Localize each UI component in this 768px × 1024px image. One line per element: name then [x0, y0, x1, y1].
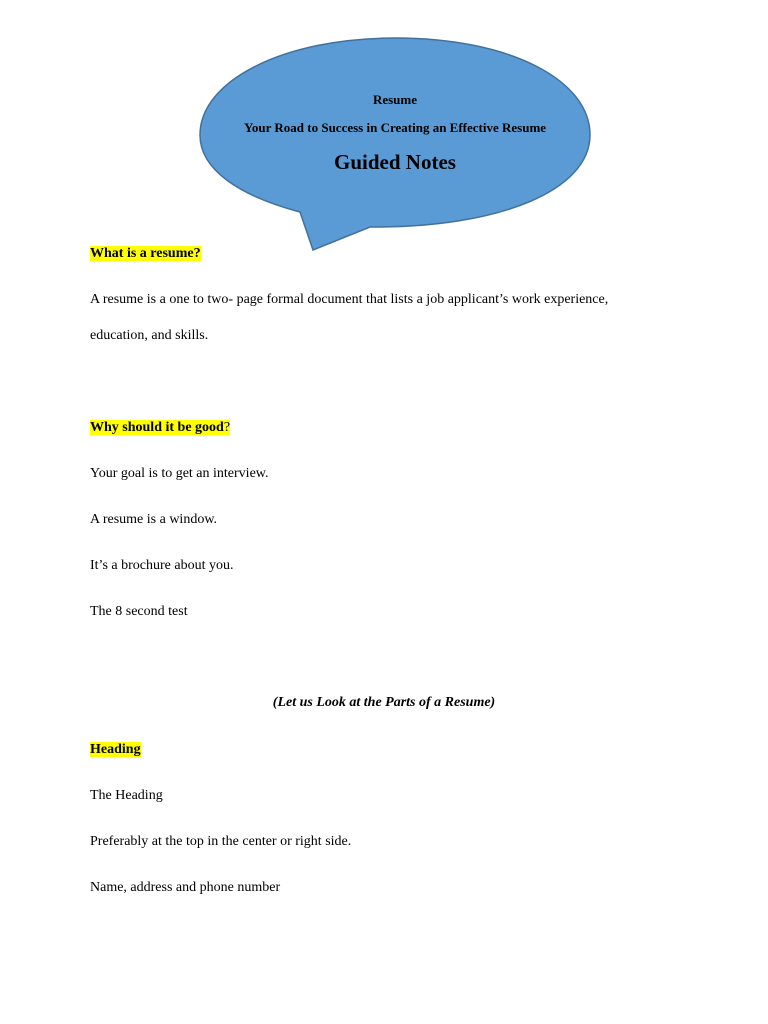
parts-note: (Let us Look at the Parts of a Resume)	[272, 695, 496, 710]
highlighted-heading: Why should it be good	[90, 420, 224, 435]
bubble-title: Resume	[372, 92, 418, 107]
body-line: A resume is a one to two- page formal document that lists a job applicant’s work experience,	[90, 292, 609, 307]
body-line: Your goal is to get an interview.	[90, 466, 269, 481]
highlighted-heading: What is a resume?	[90, 246, 201, 261]
section-heading-why-good	[90, 419, 230, 437]
body-line: The 8 second test	[90, 604, 188, 619]
speech-bubble-shape	[200, 38, 590, 250]
body-line: Preferably at the top in the center or right side.	[90, 834, 352, 849]
body-line: A resume is a window.	[90, 512, 218, 527]
section-heading-what-is-resume	[90, 245, 201, 263]
body-line: Name, address and phone number	[90, 880, 281, 895]
body-line: The Heading	[90, 788, 163, 803]
section-heading-heading	[90, 741, 141, 759]
body-line: It’s a brochure about you.	[90, 558, 234, 573]
heading-suffix: ?	[223, 420, 231, 435]
highlighted-heading: Heading	[90, 742, 141, 757]
bubble-subtitle: Your Road to Success in Creating an Effective Resume	[243, 120, 547, 135]
bubble-heading: Guided Notes	[334, 150, 456, 174]
body-line: education, and skills.	[90, 328, 209, 343]
